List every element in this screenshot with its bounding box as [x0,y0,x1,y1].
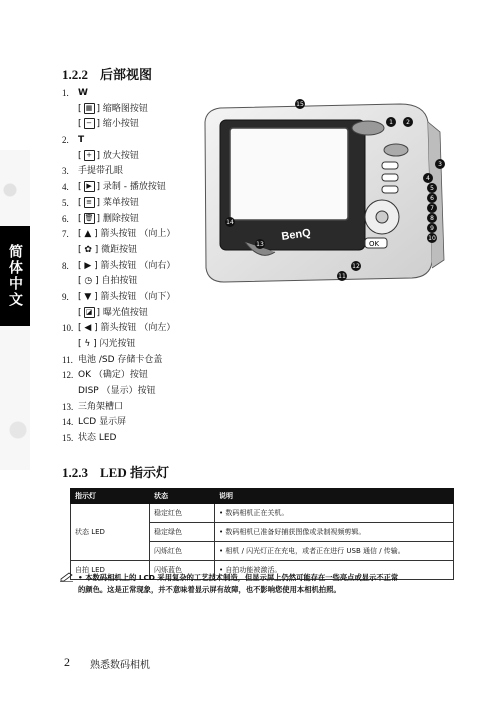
list-item-number: 13. [62,401,74,412]
list-item [62,180,222,196]
list-item-number: 12. [62,370,74,381]
list-item-label: ] 缩小按钮 [96,119,139,130]
callout-number: 15 [296,101,304,108]
list-item [62,290,222,306]
callout-number: 14 [226,219,234,226]
list-item [62,227,222,243]
list-item [62,400,222,416]
list-item-number: 10. [62,323,74,334]
list-item-label: [ ▲ ] 箭头按钮 （向上） [78,229,176,240]
led-table [70,488,454,580]
cell-indicator: 自拍 LED [71,561,150,580]
list-item-label: DISP （显示）按钮 [78,386,156,397]
bracket-open: [ [78,119,82,130]
list-item [62,212,222,228]
list-item-number: 9. [62,291,69,302]
button-glyph-icon: − [84,118,95,129]
col-header-state: 状态 [150,489,215,504]
component-list [62,86,222,447]
bracket-open: [ [78,150,82,161]
list-item-number: 3. [62,166,69,177]
list-item-label: [ ◀ ] 箭头按钮 （向左） [78,323,176,334]
list-item-number [62,384,78,400]
cell-state: 闪烁红色 [150,542,215,561]
list-item-label: 手提带孔眼 [78,166,124,177]
footer-title: 熟悉数码相机 [90,660,150,671]
list-item [62,259,222,275]
list-item [62,196,222,212]
list-item-number [62,149,78,165]
svg-text:OK: OK [369,240,380,248]
list-item-label: 状态 LED [78,433,117,444]
col-header-indicator: 指示灯 [71,489,150,504]
list-item [62,321,222,337]
section-heading-led [62,462,169,481]
list-item-label: [ ✿ ] 微距按钮 [78,244,138,255]
list-item-number [62,102,78,118]
callout-number: 4 [426,175,430,182]
list-item [62,368,222,384]
bracket-open: [ [78,197,82,208]
list-item-label: ] 录制 - 播放按钮 [96,182,166,193]
cell-description: • 自拍功能被激活。 [215,561,454,580]
section-number: 1.2.3 [62,465,88,480]
callout-number: 2 [406,119,410,126]
cell-state: 闪烁蓝色 [150,561,215,580]
list-item [62,133,222,149]
button-glyph-icon: 🗑 [84,213,94,222]
list-item-number: 14. [62,417,74,428]
list-item-label: ] 菜单按钮 [96,197,139,208]
list-item [62,353,222,369]
camera-rear-illustration [200,92,450,292]
list-item-label: W [78,88,88,98]
list-item-number: 6. [62,213,69,224]
list-item [62,164,222,180]
list-item [62,149,222,165]
cell-state: 稳定红色 [150,504,215,523]
button-glyph-icon: ▦ [84,103,95,114]
cell-description: • 数码相机已准备好捕获图像或录制视频剪辑。 [215,523,454,542]
list-item-number: 5. [62,197,69,208]
bracket-open: [ [78,213,82,224]
list-item-label: 三角架槽口 [78,401,124,412]
note-line-1: • 本数码相机上的 LCD 采用复杂的工艺技术制造，但显示屏上仍然可能存在一些亮点或显示不正常 [78,573,399,582]
section-number: 1.2.2 [62,67,88,82]
language-tab-label: 简体中文 [7,244,23,308]
cell-description: • 数码相机正在关机。 [215,504,454,523]
list-item-label: ] 放大按钮 [96,150,139,161]
list-item-number: 8. [62,260,69,271]
table-header-row [71,489,454,504]
list-item-number [62,337,78,353]
note-pencil-icon [60,572,74,582]
list-item [62,431,222,447]
camera-brand: BenQ [280,227,312,243]
list-item-label: [ ▶ ] 箭头按钮 （向右） [78,260,176,271]
list-item-label: LCD 显示屏 [78,417,127,428]
callout-number: 11 [338,273,346,280]
callout-number: 8 [430,215,434,222]
list-item [62,306,222,322]
list-item-label: 电池 /SD 存储卡仓盖 [78,354,163,365]
list-item-number: 11. [62,354,73,365]
col-header-description: 说明 [215,489,454,504]
callout-number: 10 [428,235,436,242]
callout-number: 3 [438,161,442,168]
page-number: 2 [64,655,70,669]
cell-indicator: 状态 LED [71,504,150,561]
language-tab [0,226,30,326]
list-item [62,102,222,118]
list-item [62,274,222,290]
list-item-number: 2. [62,135,69,146]
bracket-open: [ [78,182,82,193]
callout-number: 1 [389,119,393,126]
list-item-label: ] 删除按钮 [96,213,139,224]
bracket-open: [ [78,103,82,114]
list-item [62,415,222,431]
note-line-2: 的颜色。这是正常现象，并不意味着显示屏有故障，也不影响您使用本相机拍照。 [78,585,341,594]
callout-number: 7 [430,205,434,212]
list-item-label: ] 缩略图按钮 [96,103,148,114]
section-title: LED 指示灯 [100,465,169,480]
list-item-number: 1. [62,88,69,98]
list-item-number: 15. [62,433,74,444]
list-item-label: [ ◷ ] 自拍按钮 [78,276,138,287]
callout-number: 13 [256,241,264,248]
list-item-number: 4. [62,182,69,193]
list-item [62,384,222,400]
list-item-label: OK （确定）按钮 [78,370,148,381]
button-glyph-icon: ≡ [84,197,95,208]
list-item [62,86,222,102]
button-glyph-icon: ◪ [84,307,95,318]
list-item-label: T [78,135,85,146]
callout-number: 9 [430,225,434,232]
list-item-label: ] 曝光值按钮 [96,307,148,318]
callout-number: 12 [352,263,360,270]
list-item-label: [ ▼ ] 箭头按钮 （向下） [78,291,176,302]
list-item-number: 7. [62,229,69,240]
section-heading-rear-view [62,64,152,83]
list-item [62,337,222,353]
section-title: 后部视图 [100,67,153,82]
bracket-open: [ [78,307,82,318]
list-item-number [62,306,78,322]
cell-description: • 相机 / 闪光灯正在充电，或者正在进行 USB 通信 / 传输。 [215,542,454,561]
table-row [71,504,454,523]
list-item-label: [ ϟ ] 闪光按钮 [78,339,136,349]
list-item [62,117,222,133]
list-item-number [62,243,78,259]
button-glyph-icon: ▶ [84,181,95,192]
list-item-number [62,117,78,133]
button-glyph-icon: + [84,150,95,161]
note-block [60,572,460,596]
list-item [62,243,222,259]
callout-number: 5 [430,185,434,192]
cell-state: 稳定绿色 [150,523,215,542]
list-item-number [62,274,78,290]
callout-number: 6 [430,195,434,202]
